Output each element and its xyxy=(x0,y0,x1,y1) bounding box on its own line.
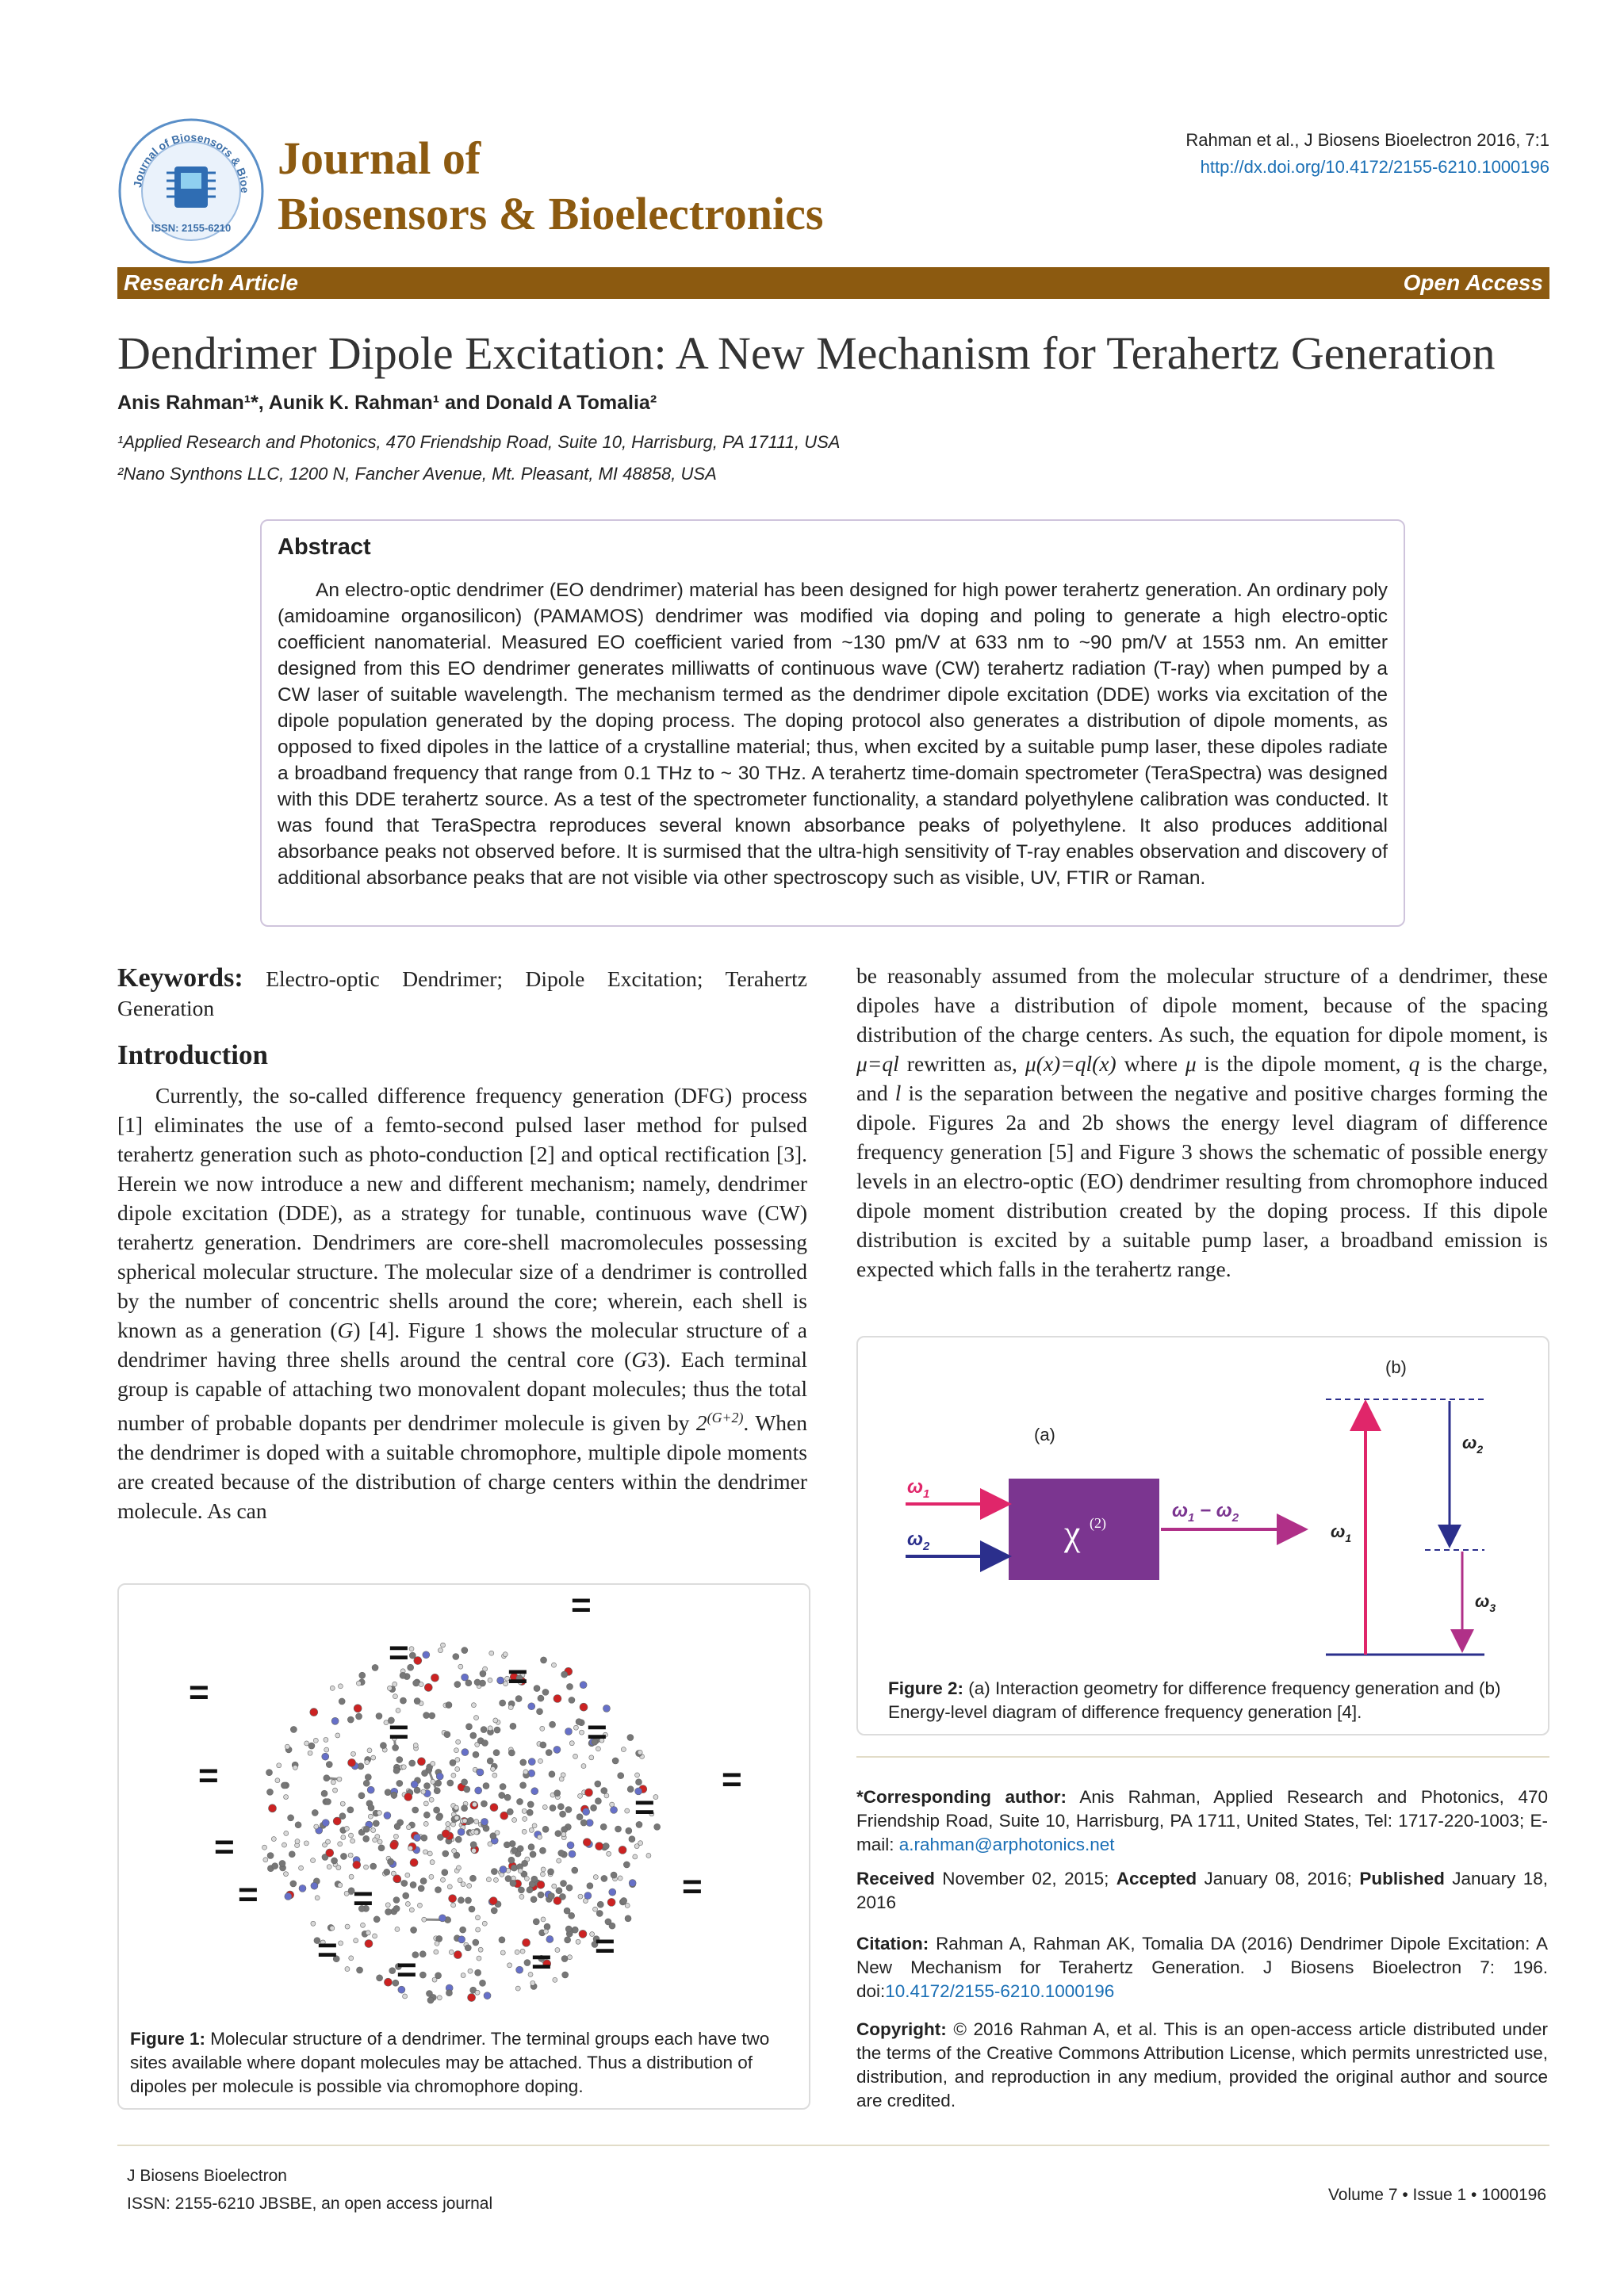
intro-power-exp: (G+2) xyxy=(707,1410,744,1425)
label-a: (a) xyxy=(1034,1425,1055,1445)
dopant-site-marker: = xyxy=(189,1673,209,1712)
article-title: Dendrimer Dipole Excitation: A New Mechanism for Terahertz Generation xyxy=(117,327,1496,379)
intro-G3: G xyxy=(631,1347,648,1372)
intro-text: ) [4]. Figure 1 shows the molecular structure of a dendrimer having three shells around the central core ( xyxy=(117,1318,807,1372)
abstract-heading: Abstract xyxy=(278,534,371,560)
footer-divider xyxy=(117,2145,1549,2146)
received-label: Received xyxy=(856,1869,935,1888)
dopant-site-marker: = xyxy=(389,1712,409,1751)
author-email-link[interactable]: a.rahman@arphotonics.net xyxy=(898,1835,1115,1854)
authors: Anis Rahman¹*, Aunik K. Rahman¹ and Donald A Tomalia² xyxy=(117,392,657,414)
intro-paragraph-1 xyxy=(117,1081,807,1525)
accepted-date: January 08, 2016; xyxy=(1204,1869,1352,1888)
left-column xyxy=(117,963,807,1525)
figure-1-caption-label: Figure 1: xyxy=(130,2029,206,2049)
omega3-label-b: $\omega_3$ xyxy=(1475,1591,1496,1614)
figure-1-caption-text: Molecular structure of a dendrimer. The terminal groups each have two sites available where dopant molecules may be attached. Thus a distribution of dipoles per molecule is possible via chromophore doping. xyxy=(130,2029,770,2096)
intro-text: is the separation between the negative and positive charges forming the dipole. Figures 2a and 2b shows the energy level diagram of difference frequency generation [5] and Figure 3 shows the schematic of possible energy levels in an electro-optic (EO) dendrimer resulting from chromophore induced dipole moment distribution created by the doping process. If this dipole distribution is excited by a suitable pump laser, a broadband emission is expected which falls in the terahertz range. xyxy=(856,1081,1548,1281)
copyright-label: Copyright: xyxy=(856,2019,947,2039)
keywords-text: Electro-optic Dendrimer; Dipole Excitation; Terahertz Generation xyxy=(117,966,808,1020)
footer-volume: Volume 7 • Issue 1 • 1000196 xyxy=(1327,2186,1546,2204)
dopant-site-marker: = xyxy=(238,1875,259,1914)
intro-text: be reasonably assumed from the molecular structure of a dendrimer, these dipoles have a distribution of dipole moment, because of the spacing distribution of the charge centers. As such, the equation for dipole moment, is xyxy=(856,963,1548,1047)
dopant-site-marker: = xyxy=(198,1756,219,1795)
citation-label: Citation: xyxy=(856,1934,929,1954)
dopant-site-marker: = xyxy=(317,1931,338,1969)
intro-paragraph-2 xyxy=(856,961,1548,1284)
label-b: (b) xyxy=(1385,1357,1407,1377)
research-article-label: Research Article xyxy=(124,270,298,295)
header-doi-link[interactable]: http://dx.doi.org/10.4172/2155-6210.1000196 xyxy=(1200,157,1549,177)
chi2-box xyxy=(1009,1479,1159,1580)
corresponding-label: *Corresponding author: xyxy=(856,1787,1067,1807)
affiliation-2: ²Nano Synthons LLC, 1200 N, Fancher Avenue, Mt. Pleasant, MI 48858, USA xyxy=(117,464,717,484)
symbol-l: l xyxy=(894,1081,902,1105)
symbol-q: q xyxy=(1408,1051,1420,1076)
corresponding-text: Anis Rahman, Applied Research and Photonics, 470 Friendship Road, Suite 10, Harrisburg, PA 1711, United States, Tel: 1717-220-1003; E-mail: xyxy=(856,1787,1548,1854)
dopant-site-marker: = xyxy=(353,1879,373,1918)
keywords-label: Keywords: xyxy=(117,963,243,993)
intro-power-base: 2 xyxy=(695,1410,707,1436)
corresponding-author xyxy=(856,1785,1548,1857)
dopant-site-marker: = xyxy=(389,1633,409,1672)
header-cite-line: Rahman et al., J Biosens Bioelectron 2016, 7:1 xyxy=(1185,130,1549,150)
footer-journal: J Biosens Bioelectron xyxy=(127,2167,287,2185)
journal-name-line2: Biosensors & Bioelectronics xyxy=(278,188,824,239)
abstract-text: An electro-optic dendrimer (EO dendrimer) material has been designed for high power terahertz generation. An ordinary poly (amidoamine organosilicon) (PAMAMOS) dendrimer was modified via doping and poling to generate a high electro-optic coefficient nanomaterial. Measured EO coefficient varied from ~130 pm/V at 633 nm to ~90 pm/V at 1553 nm. An emitter designed from this EO dendrimer generates milliwatts of continuous wave (CW) terahertz radiation (T-ray) when pumped by a CW laser of suitable wavelength. The mechanism termed as the dendrimer dipole excitation (DDE) works via excitation of the dipole population generated by the doping process. The doping protocol also generates a distribution of dipole moments, as opposed to fixed dipoles in the lattice of a crystalline material; thus, when excited by a suitable pump laser, these dipoles radiate a broadband frequency that range from 0.1 THz to ~ 30 THz. A terahertz time-domain spectrometer (TeraSpectra) was designed with this DDE terahertz source. As a test of the spectrometer functionality, a standard polyethylene calibration was conducted. It was found that TeraSpectra reproduces several known absorbance peaks of polyethylene. It also produces additional absorbance peaks not observed before. It is surmised that the ultra-high sensitivity of T-ray enables observation and discovery of additional absorbance peaks that are not visible via other spectroscopy such as visible, UV, FTIR or Raman. xyxy=(278,580,1388,889)
dendrimer-structure xyxy=(119,1585,809,2029)
copyright-text: © 2016 Rahman A, et al. This is an open-access article distributed under the terms of the Creative Commons Attribution License, which permits unrestricted use, distribution, and reproduction in any medium, provided the original author and source are credited. xyxy=(856,2019,1548,2110)
article-dates xyxy=(856,1867,1548,1915)
dopant-site-marker: = xyxy=(571,1586,592,1624)
citation xyxy=(856,1932,1548,2003)
introduction-heading: Introduction xyxy=(117,1039,268,1070)
omega2-label-a: $\omega_2$ xyxy=(907,1529,930,1553)
intro-text: . When the dendrimer is doped with a suitable chromophore, multiple dipole moments are created because of the distribution of charge centers within the dendrimer molecule. As can xyxy=(117,1410,807,1524)
published-label: Published xyxy=(1359,1869,1445,1888)
intro-text: 3). Each terminal group is capable of attaching two monovalent dopant molecules; thus the total number of probable dopants per dendrimer molecule is given by xyxy=(117,1347,808,1436)
citation-text: Rahman A, Rahman AK, Tomalia DA (2016) Dendrimer Dipole Excitation: A New Mechanism for Terahertz Generation. J Biosens Bioelectron 7: 196. doi: xyxy=(856,1934,1548,2001)
published-date: January 18, 2016 xyxy=(856,1869,1548,1912)
dopant-site-marker: = xyxy=(722,1760,742,1799)
dopant-site-marker: = xyxy=(595,1927,615,1965)
equation-dipole: μ=ql xyxy=(856,1051,899,1076)
chi-order: (2) xyxy=(1090,1515,1106,1531)
dopant-site-marker: = xyxy=(396,1950,417,1989)
dopant-site-marker: = xyxy=(682,1867,703,1906)
logo-ring-text: Journal of Biosensors & Bioe xyxy=(131,130,252,193)
citation-doi-link[interactable]: 10.4172/2155-6210.1000196 xyxy=(885,1981,1115,2001)
symbol-mu: μ xyxy=(1185,1051,1197,1076)
figure-2-caption-label: Figure 2: xyxy=(888,1678,964,1698)
article-type-band xyxy=(117,267,1549,299)
divider xyxy=(856,1756,1549,1758)
intro-G: G xyxy=(337,1318,354,1342)
header-citation xyxy=(1185,127,1549,181)
intro-text: is the dipole moment, xyxy=(1196,1051,1409,1076)
dopant-site-marker: = xyxy=(531,1942,552,1981)
intro-text: is the charge, and xyxy=(856,1051,1548,1105)
keywords xyxy=(117,963,807,1023)
dopant-site-marker: = xyxy=(214,1827,235,1866)
figure-1-caption xyxy=(130,2027,804,2099)
figure-2-caption xyxy=(888,1677,1538,1724)
open-access-label: Open Access xyxy=(1403,270,1543,295)
intro-text: Currently, the so-called difference frequency generation (DFG) process [1] eliminates the use of a femto-second pulsed laser method for pulsed terahertz generation such as photo-conduction [2] and optical rectification [3]. Herein we now introduce a new and different mechanism; namely, dendrimer dipole excitation (DDE), as a strategy for tunable, continuous wave (CW) terahertz generation. Dendrimers are core-shell macromolecules possessing spherical molecular structure. The molecular size of a dendrimer is controlled by the number of concentric shells around the core; wherein, each shell is known as a generation ( xyxy=(117,1083,807,1342)
omega1-label-b: $\omega_1$ xyxy=(1331,1521,1352,1544)
dopant-site-marker: = xyxy=(508,1657,528,1696)
footer-issn: ISSN: 2155-6210 JBSBE, an open access journal xyxy=(127,2195,493,2213)
intro-text: where xyxy=(1116,1051,1185,1076)
logo-issn: ISSN: 2155-6210 xyxy=(151,222,232,234)
chi-symbol: χ xyxy=(1064,1513,1081,1553)
received-date: November 02, 2015; xyxy=(942,1869,1109,1888)
journal-name xyxy=(278,131,823,242)
omega2-label-b: $\omega_2$ xyxy=(1462,1433,1484,1456)
figure-2-caption-text: (a) Interaction geometry for difference frequency generation and (b) Energy-level diagram of difference frequency generation [4]. xyxy=(888,1678,1501,1722)
right-column xyxy=(856,961,1548,1284)
journal-logo xyxy=(117,117,265,265)
output-label: $\omega_1 - \omega_2$ xyxy=(1172,1500,1239,1525)
accepted-label: Accepted xyxy=(1116,1869,1197,1888)
dopant-site-marker: = xyxy=(587,1712,607,1751)
omega1-label-a: $\omega_1$ xyxy=(907,1476,930,1501)
equation-dipole-distribution: μ(x)=ql(x) xyxy=(1025,1051,1116,1076)
dopant-site-marker: = xyxy=(634,1788,655,1827)
journal-name-line1: Journal of xyxy=(278,132,481,184)
figure-2 xyxy=(856,1336,1549,1735)
dfg-diagram xyxy=(858,1337,1548,1670)
affiliation-1: ¹Applied Research and Photonics, 470 Friendship Road, Suite 10, Harrisburg, PA 17111, USA xyxy=(117,432,841,452)
intro-text: rewritten as, xyxy=(898,1051,1025,1076)
copyright xyxy=(856,2018,1548,2113)
